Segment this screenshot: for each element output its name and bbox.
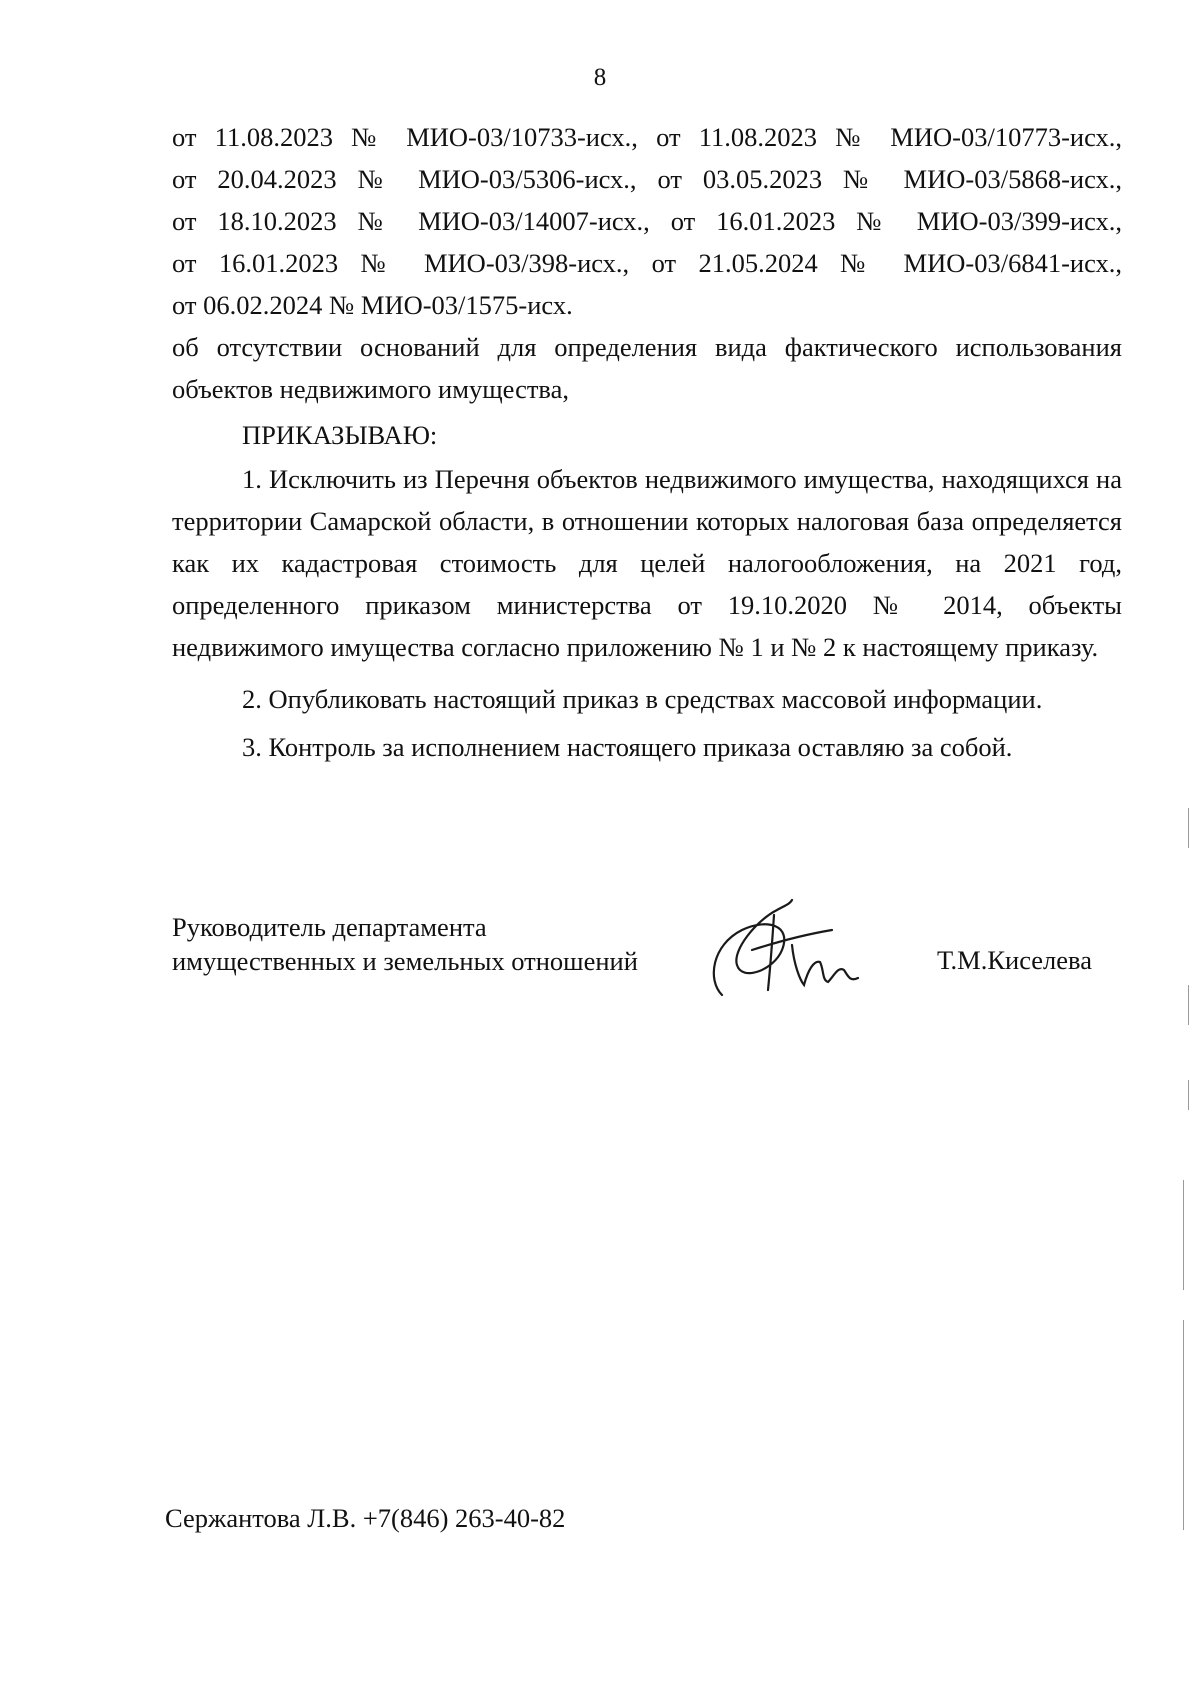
scan-edge-mark: [1188, 985, 1189, 1025]
reason-paragraph: об отсутствии оснований для определения вида фактического использования объектов недвижимого имущества,: [172, 332, 1122, 404]
scan-edge-mark: [1183, 1320, 1184, 1530]
contact-line: Сержантова Л.В. +7(846) 263-40-82: [165, 1503, 566, 1533]
signer-name: Т.М.Киселева: [937, 945, 1092, 975]
reference-line: от 06.02.2024 № МИО-03/1575-исх.: [172, 290, 573, 320]
scan-edge-mark: [1183, 1180, 1184, 1290]
signer-position: [172, 910, 638, 978]
reference-line: от 20.04.2023 № МИО-03/5306-исх., от 03.05.2023 № МИО-03/5868-исх.,: [172, 164, 1122, 194]
order-item-2: 2. Опубликовать настоящий приказ в средствах массовой информации.: [242, 684, 1043, 714]
signer-position-line1: Руководитель департамента: [172, 912, 487, 942]
scan-edge-mark: [1188, 1080, 1189, 1110]
signer-position-line2: имущественных и земельных отношений: [172, 946, 638, 976]
reference-line: от 16.01.2023 № МИО-03/398-исх., от 21.05.2024 № МИО-03/6841-исх.,: [172, 248, 1122, 278]
reference-line: от 18.10.2023 № МИО-03/14007-исх., от 16.01.2023 № МИО-03/399-исх.,: [172, 206, 1122, 236]
page-number: 8: [593, 64, 607, 91]
scan-edge-mark: [1188, 808, 1189, 848]
order-heading: ПРИКАЗЫВАЮ:: [242, 420, 438, 450]
order-item-3: 3. Контроль за исполнением настоящего приказа оставляю за собой.: [242, 732, 1013, 762]
document-body: [172, 116, 1122, 768]
signature-block: [172, 910, 1122, 1030]
order-item-1: 1. Исключить из Перечня объектов недвижимого имущества, находящихся на территории Самарской области, в отношении которых налоговая база определяется как их кадастровая стоимость для целей налогообложения, на 2021 год, определенного приказом министерства от 19.10.2020 № 2014, объекты недвижимого имущества согласно приложению № 1 и № 2 к настоящему приказу.: [172, 464, 1122, 662]
handwritten-signature: [682, 890, 882, 1010]
reference-line: от 11.08.2023 № МИО-03/10733-исх., от 11.08.2023 № МИО-03/10773-исх.,: [172, 122, 1122, 152]
